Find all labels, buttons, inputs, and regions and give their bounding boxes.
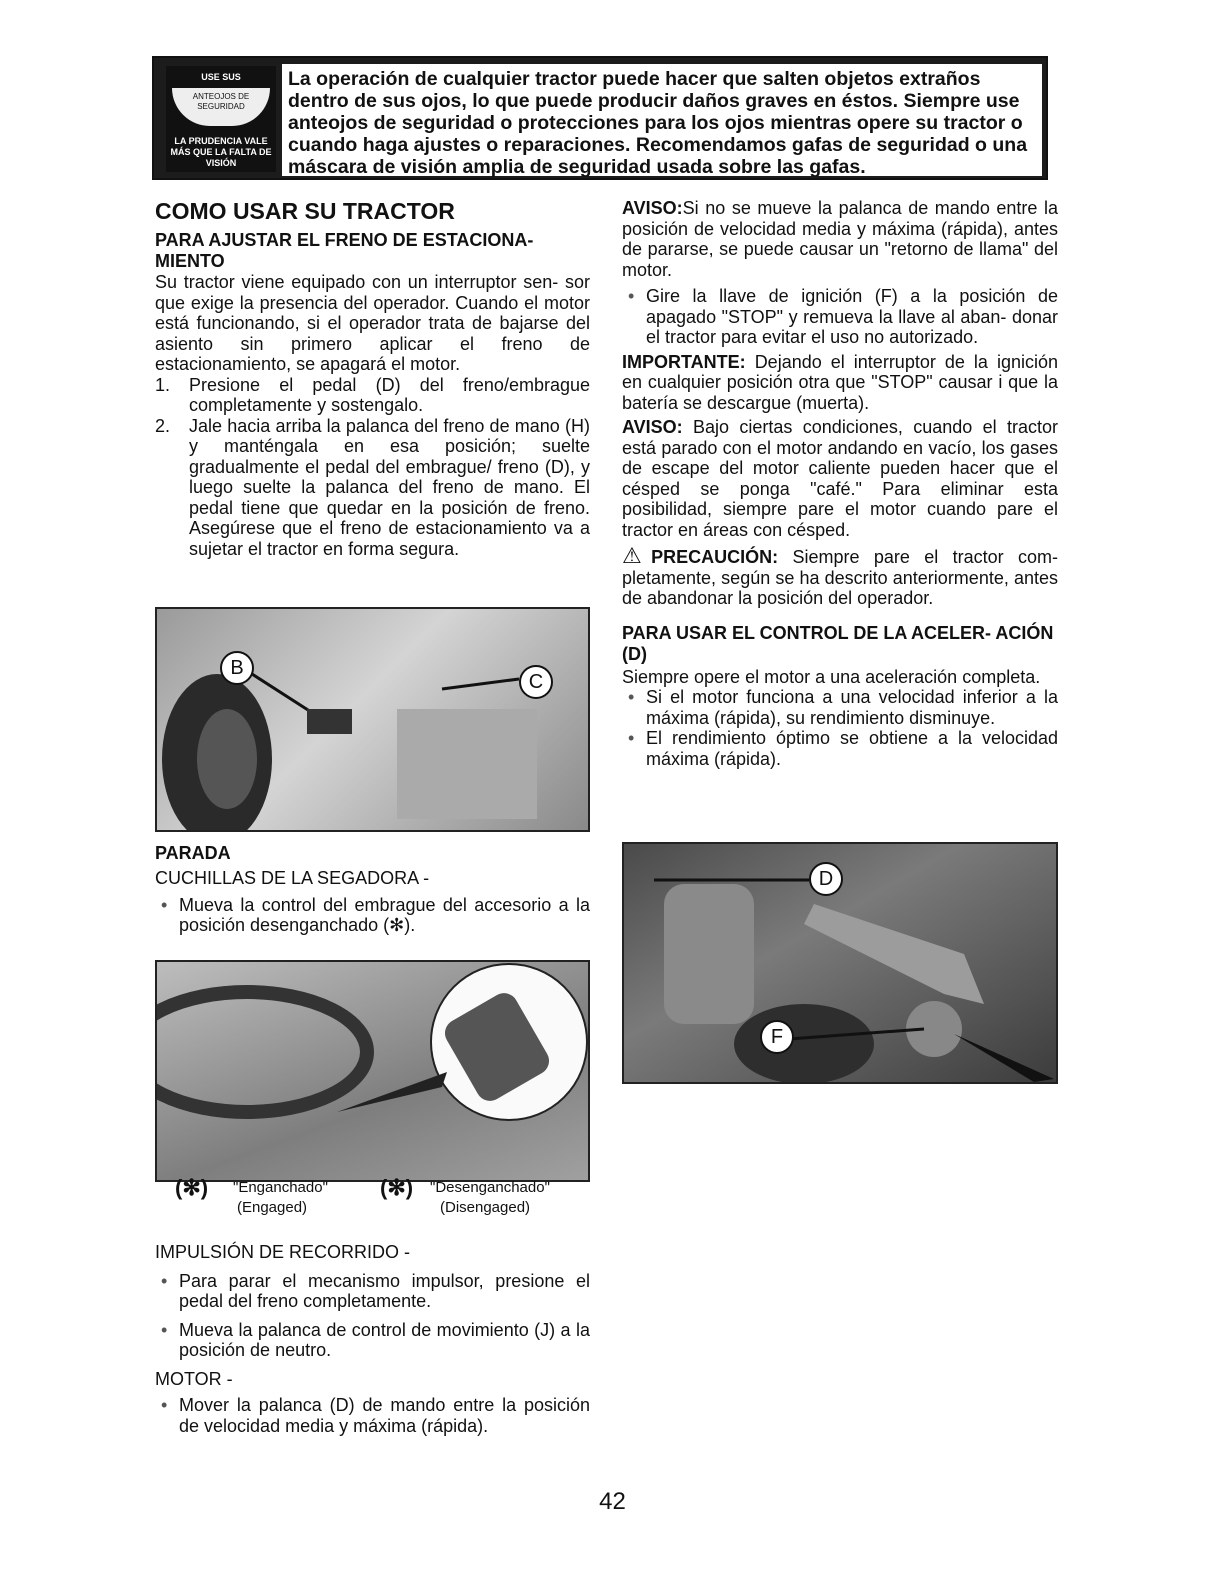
- right-column: [622, 198, 1058, 769]
- stop-heading: PARADA: [155, 843, 231, 863]
- engaged-icon: (✻): [175, 1175, 209, 1200]
- importante: IMPORTANTE: Dejando el interruptor de la ignición en cualquier posición otra que "STOP" causar i que la batería se descargue (muerta).: [622, 351, 1058, 413]
- aviso-2: AVISO: Bajo ciertas condiciones, cuando el tractor está parado con el motor andando en vacío, los gases de escape del motor caliente pueden hacer que el césped se ponga "café." Para eliminar esta posibilidad, siempre pare el motor cuando pare el tractor en áreas con césped.: [622, 417, 1058, 540]
- banner-warning-text: La operación de cualquier tractor puede hacer que salten objetos extraños dentro de sus ojos, lo que puede producir daños graves en éstos. Siempre use anteojos de seguridad o protecciones para los ojos mientras opere su tractor o cuando haga ajustes o reparaciones. Recomendamos gafas de seguridad o una máscara de visión amplia de seguridad usada sobre las gafas.: [282, 64, 1042, 176]
- engaged-label: "Enganchado": [233, 1179, 328, 1196]
- badge-top-text: USE SUS: [201, 72, 241, 82]
- pto-illustration: [157, 962, 588, 1180]
- drive-heading: IMPULSIÓN DE RECORRIDO -: [155, 1242, 411, 1262]
- drive-section: [155, 1242, 590, 1436]
- disengaged-label-en: (Disengaged): [440, 1199, 531, 1216]
- page-title: COMO USAR SU TRACTOR: [155, 198, 455, 224]
- ignition-bullet: • Gire la llave de ignición (F) a la posición de apagado "STOP" y remueva la llave al aban- donar el tractor para evitar el uso no autorizado.: [622, 286, 1058, 348]
- brake-illustration: [157, 609, 588, 830]
- step-2: 2. Jale hacia arriba la palanca del freno de mano (H) y manténgala en esa posición; suelte gradualmente el pedal del embrague/ freno (D), y luego suelte la palanca del freno de mano. El pedal tiene que quedar en la posición de freno. Asegúrese que el freno de estacionamiento va a sujetar el tractor en forma segura.: [155, 415, 590, 559]
- callout-d: D: [809, 862, 843, 896]
- left-column: [155, 198, 590, 559]
- goggles-icon: ANTEOJOS DE SEGURIDAD: [172, 88, 270, 126]
- badge-bottom-text: LA PRUDENCIA VALE MÁS QUE LA FALTA DE VISIÓN: [170, 136, 272, 168]
- throttle-heading: PARA USAR EL CONTROL DE LA ACELER- ACIÓN (D): [622, 622, 1054, 664]
- throttle-figure: [622, 842, 1058, 1084]
- blades-heading: CUCHILLAS DE LA SEGADORA -: [155, 868, 430, 888]
- engaged-label-en: (Engaged): [237, 1199, 308, 1216]
- safety-banner: [152, 56, 1048, 180]
- blades-bullet: • Mueva la control del embrague del accesorio a la posición desenganchado (✻).: [155, 895, 590, 936]
- drive-bullet-1: • Para parar el mecanismo impulsor, presione el pedal del freno completamente.: [155, 1271, 590, 1312]
- throttle-text: Siempre opere el motor a una aceleración completa.: [622, 666, 1041, 687]
- step-1: 1. Presione el pedal (D) del freno/embrague completamente y sostengalo.: [155, 374, 590, 415]
- page-number: 42: [599, 1488, 626, 1515]
- brake-intro: Su tractor viene equipado con un interruptor sen- sor que exige la presencia del operador. Cuando el motor está funcionando, si el operador trata de bajarse del asiento sin primero aplicar el freno de estacionamiento, se apagará el motor.: [155, 272, 590, 374]
- pto-figure: [155, 960, 590, 1182]
- safety-goggles-badge: [166, 66, 276, 172]
- disengaged-icon: (✻): [380, 1175, 414, 1200]
- throttle-bullet-2: • El rendimiento óptimo se obtiene a la velocidad máxima (rápida).: [622, 728, 1058, 769]
- brake-heading: PARA AJUSTAR EL FRENO DE ESTACIONA- MIENTO: [155, 230, 534, 271]
- warning-triangle-icon: ⚠: [622, 543, 652, 568]
- callout-c: C: [519, 665, 553, 699]
- throttle-bullet-1: • Si el motor funciona a una velocidad inferior a la máxima (rápida), su rendimiento disminuye.: [622, 687, 1058, 728]
- pto-disengaged-icon: ✻: [389, 915, 405, 935]
- drive-bullet-2: • Mueva la palanca de control de movimiento (J) a la posición de neutro.: [155, 1320, 590, 1361]
- engine-heading: MOTOR -: [155, 1368, 233, 1389]
- aviso-1: AVISO:Si no se mueve la palanca de mando entre la posición de velocidad media y máxima (rápida), antes de pararse, se puede causar un "retorno de llama" del motor.: [622, 198, 1058, 280]
- engine-bullet: • Mover la palanca (D) de mando entre la posición de velocidad media y máxima (rápida).: [155, 1395, 590, 1436]
- precaucion: ⚠PRECAUCIÓN: Siempre pare el tractor com- pletamente, según se ha descrito anteriormente, antes de abandonar la posición del operador.: [622, 543, 1058, 608]
- disengaged-label: "Desenganchado": [430, 1179, 550, 1196]
- callout-f: F: [760, 1020, 794, 1054]
- callout-b: B: [220, 651, 254, 685]
- brake-figure: [155, 607, 590, 832]
- stop-section: [155, 843, 590, 936]
